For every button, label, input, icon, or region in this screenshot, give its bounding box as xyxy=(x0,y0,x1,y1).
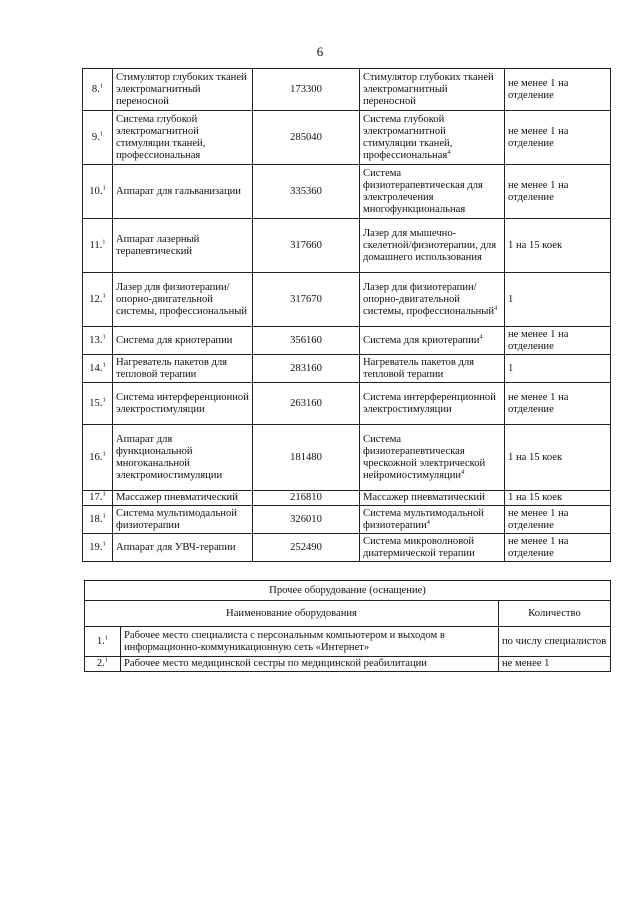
required-quantity: не менее 1 xyxy=(499,657,611,672)
required-quantity: 1 xyxy=(505,273,611,327)
required-quantity: по числу специалистов xyxy=(499,627,611,657)
row-number: 17.$^1$ xyxy=(83,491,113,506)
row-number: 13.$^1$ xyxy=(83,327,113,355)
table-row xyxy=(83,165,611,219)
row-number: 18.$^1$ xyxy=(83,506,113,534)
equipment-name: Лазер для физиотерапии/опорно-двигательной системы, профессиональный xyxy=(113,273,253,327)
equipment-name: Стимулятор глубоких тканей электромагнитный переносной xyxy=(113,69,253,111)
table-row xyxy=(83,111,611,165)
equipment-type-name: Массажер пневматический xyxy=(360,491,505,506)
equipment-code: 317670 xyxy=(253,273,360,327)
table-row xyxy=(83,491,611,506)
equipment-type-name: Нагреватель пакетов для тепловой терапии xyxy=(360,355,505,383)
equipment-name: Система глубокой электромагнитной стимуляции тканей, профессиональная xyxy=(113,111,253,165)
equipment-name: Массажер пневматический xyxy=(113,491,253,506)
equipment-name: Аппарат для функциональной многоканальной электромиостимуляции xyxy=(113,425,253,491)
equipment-type-name: Система для криотерапии$^4$ xyxy=(360,327,505,355)
row-number: 12.$^1$ xyxy=(83,273,113,327)
table-row xyxy=(83,273,611,327)
equipment-type-name: Система мультимодальной физиотерапии$^4$ xyxy=(360,506,505,534)
equipment-name: Нагреватель пакетов для тепловой терапии xyxy=(113,355,253,383)
required-quantity: 1 xyxy=(505,355,611,383)
equipment-code: 283160 xyxy=(253,355,360,383)
table-row xyxy=(83,506,611,534)
required-quantity: не менее 1 на отделение xyxy=(505,534,611,562)
table-row xyxy=(85,627,611,657)
equipment-type-name: Лазер для физиотерапии/опорно-двигательной системы, профессиональный$^4$ xyxy=(360,273,505,327)
equipment-code: 317660 xyxy=(253,219,360,273)
equipment-name: Рабочее место медицинской сестры по медицинской реабилитации xyxy=(121,657,499,672)
required-quantity: не менее 1 на отделение xyxy=(505,327,611,355)
table-row xyxy=(83,219,611,273)
other-equipment-table xyxy=(84,580,611,672)
equipment-type-name: Стимулятор глубоких тканей электромагнитный переносной xyxy=(360,69,505,111)
equipment-name: Аппарат для гальванизации xyxy=(113,165,253,219)
equipment-code: 335360 xyxy=(253,165,360,219)
equipment-code: 285040 xyxy=(253,111,360,165)
table-row xyxy=(83,327,611,355)
required-quantity: 1 на 15 коек xyxy=(505,219,611,273)
equipment-table xyxy=(82,68,611,562)
table-row xyxy=(85,657,611,672)
row-number: 11.$^1$ xyxy=(83,219,113,273)
required-quantity: не менее 1 на отделение xyxy=(505,165,611,219)
row-number: 10.$^1$ xyxy=(83,165,113,219)
equipment-type-name: Система физиотерапевтическая чрескожной электрической нейромиостимуляции$^4$ xyxy=(360,425,505,491)
row-number: 19.$^1$ xyxy=(83,534,113,562)
equipment-code: 326010 xyxy=(253,506,360,534)
required-quantity: 1 на 15 коек xyxy=(505,491,611,506)
equipment-name: Система для криотерапии xyxy=(113,327,253,355)
page-number: 6 xyxy=(316,44,324,59)
other-equipment-title: Прочее оборудование (оснащение) xyxy=(85,581,611,601)
equipment-name: Рабочее место специалиста с персональным компьютером и выходом в информационно-коммуникационную сеть «Интернет» xyxy=(121,627,499,657)
equipment-code: 252490 xyxy=(253,534,360,562)
equipment-name: Аппарат для УВЧ-терапии xyxy=(113,534,253,562)
equipment-name: Аппарат лазерный терапевтический xyxy=(113,219,253,273)
table-row xyxy=(83,69,611,111)
equipment-code: 356160 xyxy=(253,327,360,355)
required-quantity: не менее 1 на отделение xyxy=(505,506,611,534)
required-quantity: не менее 1 на отделение xyxy=(505,69,611,111)
equipment-code: 173300 xyxy=(253,69,360,111)
equipment-type-name: Система глубокой электромагнитной стимуляции тканей, профессиональная$^4$ xyxy=(360,111,505,165)
row-number: 1.$^1$ xyxy=(85,627,121,657)
row-number: 9.$^1$ xyxy=(83,111,113,165)
row-number: 15.$^1$ xyxy=(83,383,113,425)
equipment-code: 216810 xyxy=(253,491,360,506)
required-quantity: не менее 1 на отделение xyxy=(505,383,611,425)
table-row xyxy=(83,355,611,383)
row-number: 2.$^1$ xyxy=(85,657,121,672)
header-quantity: Количество xyxy=(499,601,611,627)
row-number: 14.$^1$ xyxy=(83,355,113,383)
table-row xyxy=(83,425,611,491)
table-row xyxy=(83,383,611,425)
equipment-code: 263160 xyxy=(253,383,360,425)
equipment-type-name: Лазер для мышечно-скелетной/физиотерапии, для домашнего использования xyxy=(360,219,505,273)
header-equipment-name: Наименование оборудования xyxy=(85,601,499,627)
equipment-type-name: Система физиотерапевтическая для электролечения многофункциональная xyxy=(360,165,505,219)
required-quantity: 1 на 15 коек xyxy=(505,425,611,491)
required-quantity: не менее 1 на отделение xyxy=(505,111,611,165)
row-number: 8.$^1$ xyxy=(83,69,113,111)
equipment-type-name: Система интерференционной электростимуляции xyxy=(360,383,505,425)
table-row xyxy=(83,534,611,562)
equipment-code: 181480 xyxy=(253,425,360,491)
row-number: 16.$^1$ xyxy=(83,425,113,491)
equipment-name: Система интерференционной электростимуляции xyxy=(113,383,253,425)
equipment-name: Система мультимодальной физиотерапии xyxy=(113,506,253,534)
equipment-type-name: Система микроволновой диатермической терапии xyxy=(360,534,505,562)
